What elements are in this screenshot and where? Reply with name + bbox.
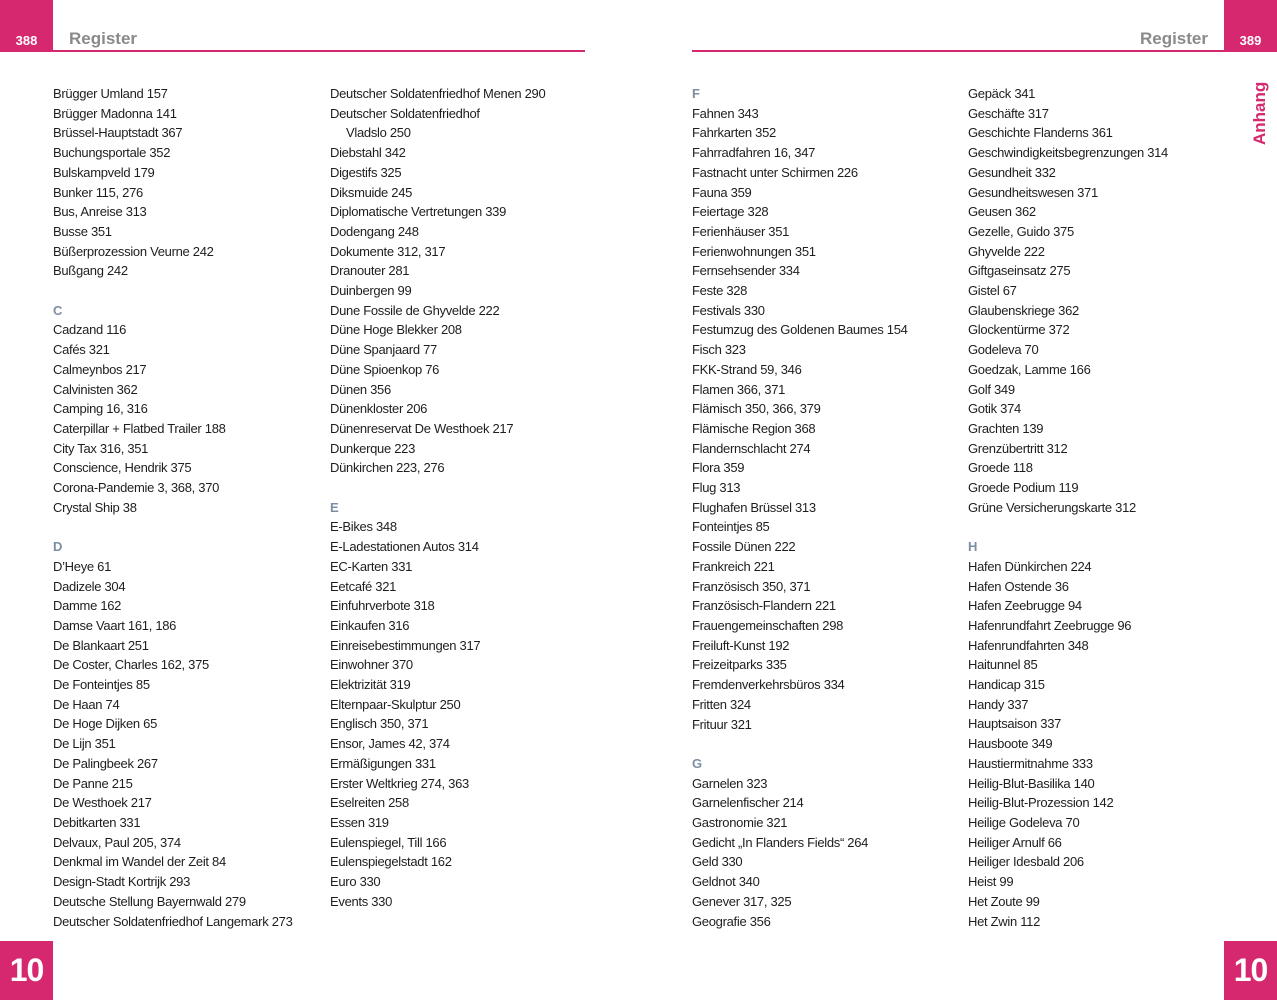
index-entry: Deutscher Soldatenfriedhof Langemark 273 (53, 913, 293, 929)
index-entry: Fernsehsender 334 (692, 263, 800, 279)
index-entry: Gedicht „In Flanders Fields“ 264 (692, 834, 869, 850)
index-entry: Deutsche Stellung Bayernwald 279 (53, 893, 246, 909)
index-entry: Fonteintjes 85 (692, 519, 770, 535)
index-entry: Eselreiten 258 (330, 795, 409, 811)
index-entry: Frituur 321 (692, 716, 752, 732)
index-entry: E-Bikes 348 (330, 519, 397, 535)
index-entry: Fossile Dünen 222 (692, 539, 796, 555)
chapter-tab-right (1224, 941, 1277, 1000)
index-entry: City Tax 316, 351 (53, 440, 149, 456)
section-letter: H (968, 539, 978, 555)
index-entry: Gistel 67 (968, 283, 1017, 299)
index-entry: Dünkirchen 223, 276 (330, 460, 445, 476)
index-entry: Dodengang 248 (330, 223, 419, 239)
index-entry: Godeleva 70 (968, 342, 1039, 358)
index-entry: Handicap 315 (968, 677, 1045, 693)
index-entry: Handy 337 (968, 696, 1029, 712)
index-entry: Brüssel-Hauptstadt 367 (53, 125, 183, 141)
index-entry: Hausboote 349 (968, 736, 1053, 752)
index-entry: Ferienwohnungen 351 (692, 243, 816, 259)
index-entry: Dünenkloster 206 (330, 401, 428, 417)
index-entry: De Lijn 351 (53, 736, 116, 752)
index-entry: Heilig-Blut-Basilika 140 (968, 775, 1095, 791)
index-entry: Gastronomie 321 (692, 815, 788, 830)
index-entry: Erster Weltkrieg 274, 363 (330, 775, 469, 791)
index-entry: Festivals 330 (692, 302, 765, 318)
index-entry: Geschäfte 317 (968, 105, 1049, 121)
section-letter: G (692, 755, 702, 771)
index-entry: Garnelenfischer 214 (692, 795, 804, 811)
index-entry: Groede Podium 119 (968, 480, 1079, 496)
index-entry: Französisch-Flandern 221 (692, 598, 836, 614)
index-entry: Diplomatische Vertretungen 339 (330, 204, 507, 220)
spacer (968, 517, 1230, 537)
index-entry: Ghyvelde 222 (968, 243, 1045, 259)
index-entry: Hafenrundfahrt Zeebrugge 96 (968, 617, 1132, 633)
index-entry: Deutscher Soldatenfriedhof Menen 290 (330, 86, 546, 101)
index-entry: Buchungsportale 352 (53, 145, 171, 161)
section-letter: D (53, 539, 63, 555)
index-entry: Vladslo 250 (346, 125, 411, 141)
spacer (692, 734, 954, 754)
index-entry: Bus, Anreise 313 (53, 204, 147, 220)
section-letter: E (330, 499, 339, 515)
index-entry: Festumzug des Goldenen Baumes 154 (692, 322, 908, 338)
index-entry: Einwohner 370 (330, 657, 413, 673)
index-entry: Fahrkarten 352 (692, 125, 776, 141)
index-entry: Flandernschlacht 274 (692, 440, 811, 456)
index-entry: Gezelle, Guido 375 (968, 223, 1074, 239)
index-entry: Flora 359 (692, 460, 745, 476)
index-entry: Haustiermitnahme 333 (968, 755, 1093, 771)
index-entry: Flämisch 350, 366, 379 (692, 401, 821, 417)
index-entry: Einfuhrverbote 318 (330, 598, 435, 614)
index-entry: De Coster, Charles 162, 375 (53, 657, 209, 673)
index-entry: Denkmal im Wandel der Zeit 84 (53, 854, 226, 870)
index-entry: Eulenspiegel, Till 166 (330, 834, 447, 850)
spacer (53, 517, 315, 537)
header-title-right: Register (1139, 29, 1208, 48)
index-entry: Fauna 359 (692, 184, 752, 200)
section-letter: C (53, 302, 63, 318)
section-letter: F (692, 86, 700, 101)
index-entry: Feste 328 (692, 283, 748, 299)
index-entry: Ensor, James 42, 374 (330, 736, 450, 752)
index-entry: Dunkerque 223 (330, 440, 415, 456)
index-entry: Grachten 139 (968, 420, 1044, 436)
index-entry: Debitkarten 331 (53, 814, 141, 830)
index-entry: Hafenrundfahrten 348 (968, 637, 1089, 653)
index-entry: Fahnen 343 (692, 105, 759, 121)
index-entry: Calvinisten 362 (53, 381, 138, 397)
index-entry: Cadzand 116 (53, 322, 127, 338)
index-entry: Cafés 321 (53, 342, 110, 358)
index-entry: Dünenreservat De Westhoek 217 (330, 420, 514, 436)
page-number-tab-right (1224, 0, 1277, 52)
index-entry: Hafen Ostende 36 (968, 578, 1069, 594)
index-column-3 (692, 84, 954, 931)
index-entry: D’Heye 61 (53, 558, 111, 574)
index-entry: Heilig-Blut-Prozession 142 (968, 795, 1114, 811)
index-entry: Diebstahl 342 (330, 145, 406, 161)
index-entry: Glockentürme 372 (968, 322, 1070, 338)
index-entry: Conscience, Hendrik 375 (53, 460, 192, 476)
index-entry: Het Zoute 99 (968, 893, 1040, 909)
index-entry: Damme 162 (53, 598, 122, 614)
header-rule-right (692, 50, 1224, 52)
index-entry: Geldnot 340 (692, 874, 760, 890)
index-entry: De Panne 215 (53, 775, 133, 791)
index-entry: Gepäck 341 (968, 86, 1036, 101)
index-entry: Dokumente 312, 317 (330, 243, 446, 259)
side-section-label: Anhang (1250, 81, 1269, 145)
page-number-left: 388 (15, 33, 38, 48)
index-entry: Einreisebestimmungen 317 (330, 637, 481, 653)
header-title-left: Register (69, 29, 138, 48)
index-entry: Diksmuide 245 (330, 184, 413, 200)
index-entry: Hafen Zeebrugge 94 (968, 598, 1082, 614)
index-entry: Gesundheitswesen 371 (968, 184, 1098, 200)
index-entry: Fritten 324 (692, 696, 751, 712)
header-rule-left (53, 50, 585, 52)
index-entry: Heiliger Idesbald 206 (968, 854, 1084, 870)
index-entry: EC-Karten 331 (330, 558, 413, 574)
index-entry: Dadizele 304 (53, 578, 126, 594)
spacer (53, 281, 315, 301)
index-entry: Grenzübertritt 312 (968, 440, 1068, 456)
index-entry: Eulenspiegelstadt 162 (330, 854, 452, 870)
index-entry: Corona-Pandemie 3, 368, 370 (53, 480, 220, 496)
index-entry: Dranouter 281 (330, 263, 410, 279)
index-entry: E-Ladestationen Autos 314 (330, 539, 479, 555)
index-entry: Dune Fossile de Ghyvelde 222 (330, 302, 500, 318)
index-entry: Brügger Umland 157 (53, 86, 168, 101)
index-entry: Eetcafé 321 (330, 578, 397, 594)
index-entry: Golf 349 (968, 381, 1015, 397)
index-entry: Hauptsaison 337 (968, 716, 1062, 732)
chapter-number-right: 10 (1233, 952, 1268, 988)
index-entry: FKK-Strand 59, 346 (692, 361, 802, 377)
index-entry: Groede 118 (968, 460, 1033, 476)
index-entry: Flughafen Brüssel 313 (692, 499, 816, 515)
index-entry: Geschichte Flanderns 361 (968, 125, 1113, 141)
index-entry: Glaubenskriege 362 (968, 302, 1079, 318)
index-entry: Geografie 356 (692, 913, 771, 929)
index-entry: Busse 351 (53, 223, 112, 239)
index-column-4 (968, 84, 1230, 931)
page-number-right: 389 (1239, 33, 1262, 48)
page-number-tab-left (0, 0, 53, 52)
index-entry: Geschwindigkeitsbegrenzungen 314 (968, 145, 1168, 161)
index-entry: Flämische Region 368 (692, 420, 816, 436)
index-entry: Feiertage 328 (692, 204, 769, 220)
index-entry: Fremdenverkehrsbüros 334 (692, 677, 845, 693)
chapter-number-left: 10 (9, 952, 44, 988)
index-entry: De Hoge Dijken 65 (53, 716, 158, 732)
index-entry: Digestifs 325 (330, 164, 402, 180)
index-entry: Elternpaar-Skulptur 250 (330, 696, 461, 712)
index-entry: Fisch 323 (692, 342, 746, 358)
index-entry: Geusen 362 (968, 204, 1036, 220)
index-entry: Bußgang 242 (53, 263, 128, 279)
index-entry: Damse Vaart 161, 186 (53, 617, 177, 633)
index-entry: Crystal Ship 38 (53, 499, 137, 515)
index-column-1 (53, 84, 315, 931)
index-entry: Euro 330 (330, 874, 381, 890)
index-entry: Essen 319 (330, 815, 389, 830)
index-entry: Büßerprozession Veurne 242 (53, 243, 214, 259)
index-entry: Heiliger Arnulf 66 (968, 834, 1062, 850)
index-entry: Events 330 (330, 893, 393, 909)
spacer (330, 478, 592, 498)
index-entry: Fahrradfahren 16, 347 (692, 145, 816, 161)
index-entry: Gesundheit 332 (968, 164, 1056, 180)
index-entry: Calmeynbos 217 (53, 361, 147, 377)
index-entry: Genever 317, 325 (692, 893, 792, 909)
index-entry: Englisch 350, 371 (330, 716, 429, 732)
index-entry: Delvaux, Paul 205, 374 (53, 834, 181, 850)
index-entry: Garnelen 323 (692, 775, 768, 791)
index-entry: Brügger Madonna 141 (53, 105, 177, 121)
index-entry: De Palingbeek 267 (53, 755, 158, 771)
index-entry: Haitunnel 85 (968, 657, 1038, 673)
index-entry: Het Zwin 112 (968, 913, 1041, 929)
index-entry: Fastnacht unter Schirmen 226 (692, 164, 858, 180)
index-entry: Dünen 356 (330, 381, 391, 397)
index-entry: Camping 16, 316 (53, 401, 148, 417)
index-entry: Düne Hoge Blekker 208 (330, 322, 462, 338)
index-entry: Duinbergen 99 (330, 283, 412, 299)
chapter-tab-left (0, 941, 53, 1000)
index-entry: Elektrizität 319 (330, 677, 411, 693)
index-entry: Heist 99 (968, 874, 1014, 890)
index-entry: De Haan 74 (53, 696, 120, 712)
index-entry: De Westhoek 217 (53, 795, 152, 811)
index-entry: Design-Stadt Kortrijk 293 (53, 874, 191, 890)
index-entry: Flamen 366, 371 (692, 381, 786, 397)
index-entry: Einkaufen 316 (330, 617, 410, 633)
index-entry: Grüne Versicherungskarte 312 (968, 499, 1136, 515)
index-entry: De Fonteintjes 85 (53, 677, 150, 693)
index-entry: Bulskampveld 179 (53, 164, 155, 180)
index-entry: Freizeitparks 335 (692, 657, 787, 673)
index-entry: Frankreich 221 (692, 558, 775, 574)
index-entry: Ferienhäuser 351 (692, 223, 790, 239)
index-entry: Düne Spanjaard 77 (330, 342, 437, 358)
index-column-2 (330, 84, 592, 912)
index-entry: Caterpillar + Flatbed Trailer 188 (53, 420, 226, 436)
index-entry: Bunker 115, 276 (53, 184, 143, 200)
index-entry: Geld 330 (692, 854, 743, 870)
index-entry: Frauengemeinschaften 298 (692, 617, 844, 633)
index-entry: Goedzak, Lamme 166 (968, 361, 1091, 377)
index-entry: Giftgaseinsatz 275 (968, 263, 1071, 279)
index-entry: Heilige Godeleva 70 (968, 815, 1080, 830)
index-entry: Deutscher Soldatenfriedhof (330, 105, 480, 121)
index-entry: Französisch 350, 371 (692, 578, 811, 594)
index-entry: Düne Spioenkop 76 (330, 361, 440, 377)
index-entry: Gotik 374 (968, 401, 1021, 417)
index-entry: De Blankaart 251 (53, 637, 149, 653)
index-entry: Ermäßigungen 331 (330, 755, 436, 771)
index-entry: Freiluft-Kunst 192 (692, 637, 790, 653)
index-entry: Hafen Dünkirchen 224 (968, 558, 1092, 574)
index-entry: Flug 313 (692, 480, 741, 496)
